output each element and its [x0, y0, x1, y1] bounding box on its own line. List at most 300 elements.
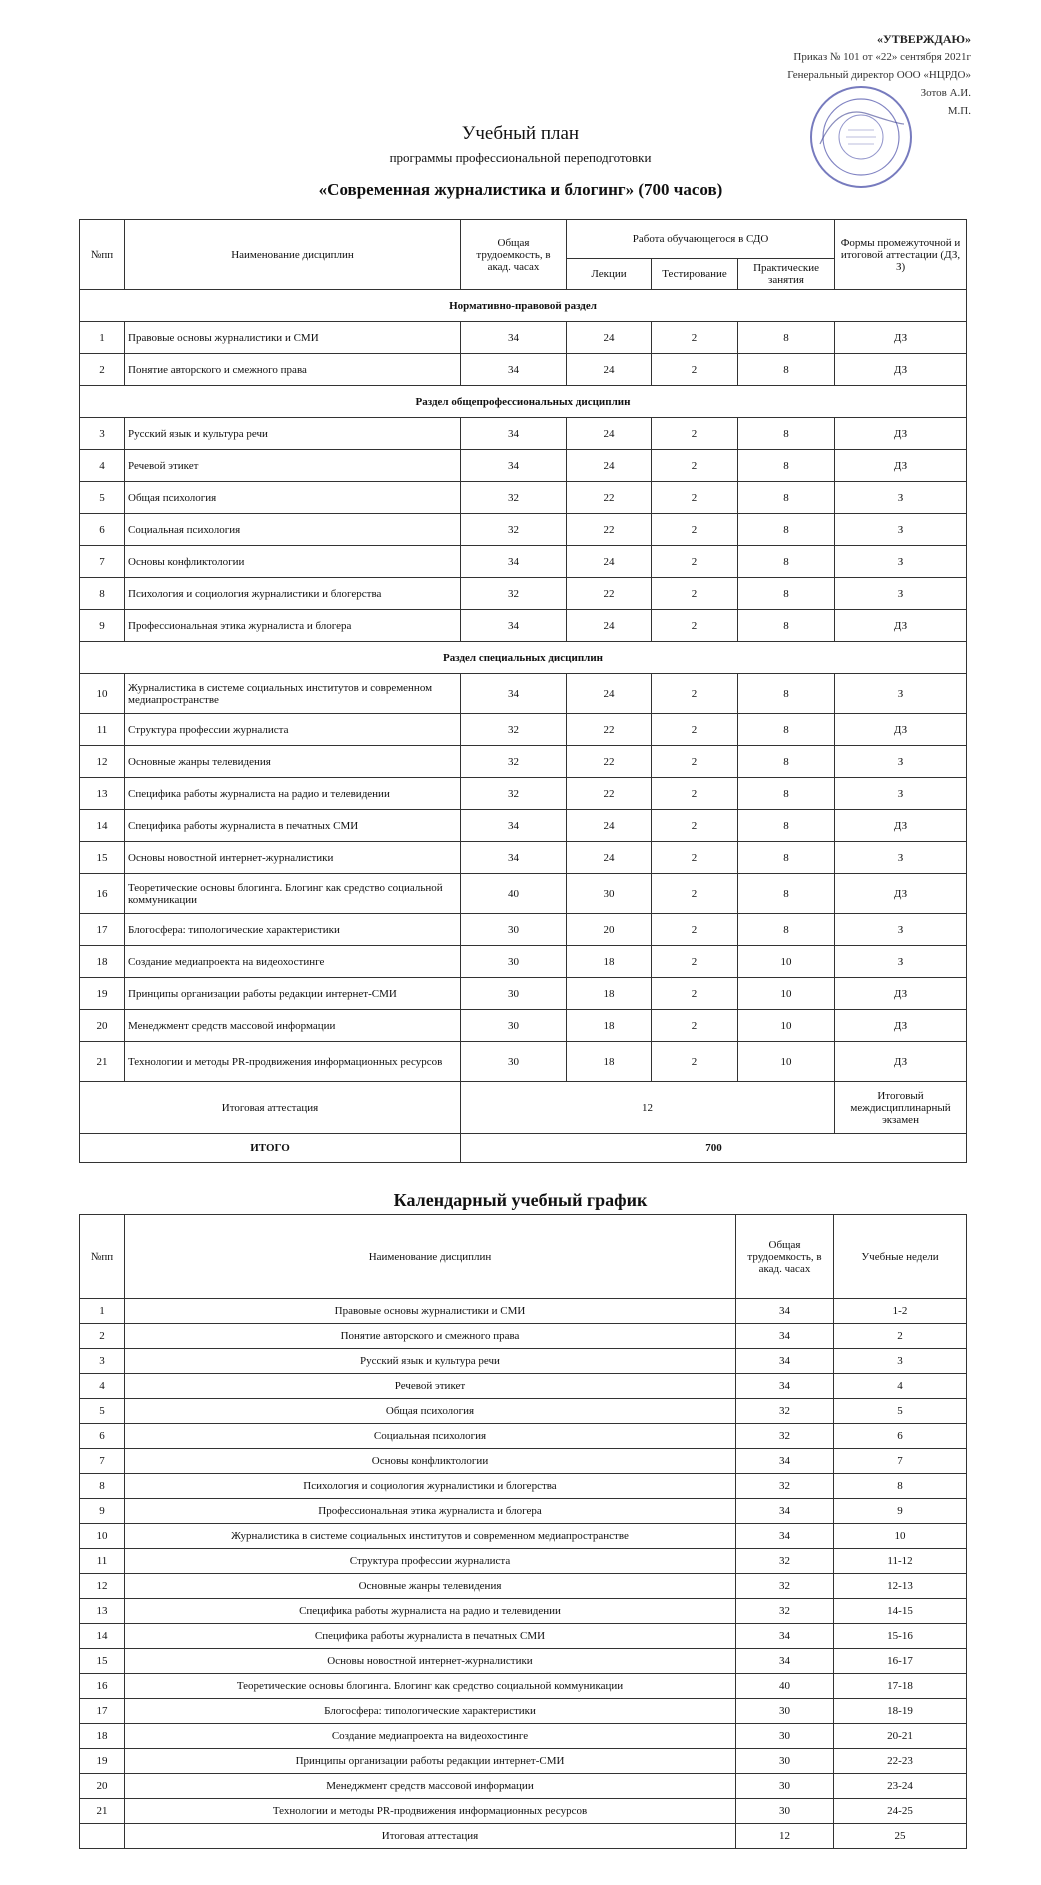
section-title: Нормативно-правовой раздел — [80, 290, 967, 322]
schedule-title: Календарный учебный график — [393, 1190, 648, 1210]
practice-cell: 8 — [738, 482, 835, 514]
schedule-row — [80, 1349, 967, 1374]
practice-cell: 10 — [738, 978, 835, 1010]
program-title: «Современная журналистика и блогинг» (700 часов) — [318, 180, 723, 199]
weeks-cell: 9 — [834, 1499, 967, 1524]
total-hours-cell: 32 — [736, 1599, 834, 1624]
discipline-name: Общая психология — [125, 482, 461, 514]
discipline-name: Профессиональная этика журналиста и блогера — [125, 1499, 736, 1524]
row-number: 3 — [80, 1349, 125, 1374]
weeks-cell: 4 — [834, 1374, 967, 1399]
discipline-name: Речевой этикет — [125, 1374, 736, 1399]
row-number: 20 — [80, 1774, 125, 1799]
attestation-form-cell: З — [835, 482, 967, 514]
lectures-cell: 24 — [567, 418, 652, 450]
row-number: 7 — [80, 1449, 125, 1474]
lectures-cell: 24 — [567, 322, 652, 354]
discipline-name: Специфика работы журналиста на радио и телевидении — [125, 778, 461, 810]
practice-cell: 8 — [738, 514, 835, 546]
discipline-name: Профессиональная этика журналиста и блогера — [125, 610, 461, 642]
total-hours-cell: 34 — [736, 1624, 834, 1649]
practice-cell: 8 — [738, 778, 835, 810]
table-row — [80, 354, 967, 386]
total-hours-cell: 30 — [461, 1042, 567, 1082]
attestation-form-cell: ДЗ — [835, 810, 967, 842]
row-number: 20 — [80, 1010, 125, 1042]
row-number: 13 — [80, 1599, 125, 1624]
weeks-cell: 11-12 — [834, 1549, 967, 1574]
schedule-row — [80, 1574, 967, 1599]
row-number: 15 — [80, 842, 125, 874]
schedule-header-num: №пп — [80, 1215, 125, 1299]
row-number: 8 — [80, 578, 125, 610]
row-number: 18 — [80, 946, 125, 978]
discipline-name: Основы конфликтологии — [125, 546, 461, 578]
table-row — [80, 778, 967, 810]
total-hours-cell: 32 — [736, 1424, 834, 1449]
discipline-name: Речевой этикет — [125, 450, 461, 482]
weeks-cell: 14-15 — [834, 1599, 967, 1624]
document-title: Учебный план — [461, 123, 580, 144]
table-row — [80, 946, 967, 978]
row-number: 10 — [80, 674, 125, 714]
practice-cell: 8 — [738, 578, 835, 610]
attestation-form-cell: З — [835, 778, 967, 810]
attestation-form-cell: ДЗ — [835, 450, 967, 482]
attestation-form-cell: З — [835, 578, 967, 610]
table-row — [80, 1010, 967, 1042]
testing-cell: 2 — [652, 1010, 738, 1042]
row-number: 6 — [80, 1424, 125, 1449]
schedule-row — [80, 1774, 967, 1799]
row-number: 5 — [80, 1399, 125, 1424]
row-number: 11 — [80, 714, 125, 746]
table-row — [80, 322, 967, 354]
table-row — [80, 874, 967, 914]
row-number: 4 — [80, 1374, 125, 1399]
practice-cell: 10 — [738, 1010, 835, 1042]
total-hours-cell: 30 — [736, 1749, 834, 1774]
schedule-row — [80, 1449, 967, 1474]
discipline-name: Основные жанры телевидения — [125, 746, 461, 778]
testing-cell: 2 — [652, 810, 738, 842]
lectures-cell: 18 — [567, 946, 652, 978]
lectures-cell: 20 — [567, 914, 652, 946]
schedule-row — [80, 1399, 967, 1424]
practice-cell: 8 — [738, 418, 835, 450]
lectures-cell: 24 — [567, 546, 652, 578]
total-hours-cell: 30 — [736, 1724, 834, 1749]
testing-cell: 2 — [652, 578, 738, 610]
discipline-name: Русский язык и культура речи — [125, 418, 461, 450]
attestation-form-cell: ДЗ — [835, 714, 967, 746]
attestation-form-cell: З — [835, 674, 967, 714]
row-number: 9 — [80, 1499, 125, 1524]
schedule-row — [80, 1674, 967, 1699]
row-number: 15 — [80, 1649, 125, 1674]
attestation-form-cell: ДЗ — [835, 978, 967, 1010]
row-number: 14 — [80, 1624, 125, 1649]
practice-cell: 8 — [738, 714, 835, 746]
total-hours-cell: 30 — [736, 1774, 834, 1799]
weeks-cell: 10 — [834, 1524, 967, 1549]
schedule-row — [80, 1474, 967, 1499]
total-hours-cell: 34 — [736, 1524, 834, 1549]
testing-cell: 2 — [652, 450, 738, 482]
section-title: Раздел специальных дисциплин — [80, 642, 967, 674]
total-hours-cell: 30 — [461, 914, 567, 946]
total-label: ИТОГО — [80, 1134, 461, 1163]
weeks-cell: 3 — [834, 1349, 967, 1374]
table-row — [80, 978, 967, 1010]
row-number: 16 — [80, 874, 125, 914]
discipline-name: Правовые основы журналистики и СМИ — [125, 1299, 736, 1324]
row-number: 12 — [80, 1574, 125, 1599]
attestation-form-cell: ДЗ — [835, 610, 967, 642]
plan-header-num: №пп — [80, 220, 125, 290]
total-hours-cell: 34 — [461, 842, 567, 874]
total-hours-cell: 32 — [736, 1574, 834, 1599]
total-hours-cell: 34 — [461, 450, 567, 482]
practice-cell: 8 — [738, 874, 835, 914]
schedule-row — [80, 1374, 967, 1399]
total-hours-cell: 32 — [736, 1474, 834, 1499]
weeks-cell: 24-25 — [834, 1799, 967, 1824]
approval-signer: Зотов А.И. — [920, 87, 971, 99]
total-hours-cell: 40 — [736, 1674, 834, 1699]
total-hours-cell: 34 — [461, 810, 567, 842]
discipline-name: Журналистика в системе социальных институтов и современном медиапространстве — [125, 674, 461, 714]
testing-cell: 2 — [652, 946, 738, 978]
practice-cell: 8 — [738, 842, 835, 874]
discipline-name: Блогосфера: типологические характеристики — [125, 914, 461, 946]
section-title: Раздел общепрофессиональных дисциплин — [80, 386, 967, 418]
discipline-name: Принципы организации работы редакции интернет-СМИ — [125, 1749, 736, 1774]
total-hours-cell: 12 — [736, 1824, 834, 1849]
row-number: 8 — [80, 1474, 125, 1499]
lectures-cell: 24 — [567, 810, 652, 842]
testing-cell: 2 — [652, 674, 738, 714]
schedule-row — [80, 1724, 967, 1749]
final-attestation-label: Итоговая аттестация — [80, 1082, 461, 1134]
discipline-name: Психология и социология журналистики и блогерства — [125, 578, 461, 610]
schedule-row — [80, 1824, 967, 1849]
total-hours-cell: 32 — [461, 482, 567, 514]
weeks-cell: 20-21 — [834, 1724, 967, 1749]
total-hours-cell: 34 — [461, 610, 567, 642]
practice-cell: 8 — [738, 354, 835, 386]
lectures-cell: 18 — [567, 978, 652, 1010]
discipline-name: Психология и социология журналистики и блогерства — [125, 1474, 736, 1499]
discipline-name: Создание медиапроекта на видеохостинге — [125, 946, 461, 978]
discipline-name: Понятие авторского и смежного права — [125, 354, 461, 386]
total-hours-cell: 34 — [736, 1649, 834, 1674]
attestation-form-cell: ДЗ — [835, 418, 967, 450]
schedule-row — [80, 1324, 967, 1349]
final-attestation-hours: 12 — [461, 1082, 835, 1134]
row-number: 14 — [80, 810, 125, 842]
weeks-cell: 16-17 — [834, 1649, 967, 1674]
curriculum-table — [79, 219, 967, 1163]
schedule-row — [80, 1599, 967, 1624]
practice-cell: 8 — [738, 810, 835, 842]
weeks-cell: 2 — [834, 1324, 967, 1349]
row-number: 2 — [80, 354, 125, 386]
discipline-name: Общая психология — [125, 1399, 736, 1424]
approval-position: Генеральный директор ООО «НЦРДО» — [787, 69, 971, 81]
attestation-form-cell: З — [835, 514, 967, 546]
practice-cell: 8 — [738, 914, 835, 946]
lectures-cell: 22 — [567, 714, 652, 746]
total-hours-cell: 34 — [736, 1374, 834, 1399]
row-number — [80, 1824, 125, 1849]
discipline-name: Специфика работы журналиста в печатных СМИ — [125, 1624, 736, 1649]
weeks-cell: 7 — [834, 1449, 967, 1474]
testing-cell: 2 — [652, 546, 738, 578]
table-row — [80, 514, 967, 546]
schedule-row — [80, 1624, 967, 1649]
lectures-cell: 18 — [567, 1042, 652, 1082]
table-row — [80, 842, 967, 874]
attestation-form-cell: З — [835, 546, 967, 578]
plan-header-total: Общая трудоемкость, в акад. часах — [461, 220, 567, 290]
attestation-form-cell: ДЗ — [835, 322, 967, 354]
lectures-cell: 22 — [567, 482, 652, 514]
discipline-name: Журналистика в системе социальных институтов и современном медиапространстве — [125, 1524, 736, 1549]
total-hours-cell: 30 — [736, 1799, 834, 1824]
row-number: 16 — [80, 1674, 125, 1699]
plan-header-forms: Формы промежуточной и итоговой аттестации (ДЗ, З) — [835, 220, 967, 290]
lectures-cell: 22 — [567, 514, 652, 546]
discipline-name: Социальная психология — [125, 514, 461, 546]
total-hours-cell: 34 — [461, 322, 567, 354]
row-number: 5 — [80, 482, 125, 514]
weeks-cell: 17-18 — [834, 1674, 967, 1699]
discipline-name: Технологии и методы PR-продвижения информационных ресурсов — [125, 1042, 461, 1082]
discipline-name: Социальная психология — [125, 1424, 736, 1449]
row-number: 1 — [80, 322, 125, 354]
discipline-name: Основы новостной интернет-журналистики — [125, 1649, 736, 1674]
discipline-name: Теоретические основы блогинга. Блогинг как средство социальной коммуникации — [125, 1674, 736, 1699]
testing-cell: 2 — [652, 1042, 738, 1082]
attestation-form-cell: З — [835, 842, 967, 874]
practice-cell: 8 — [738, 674, 835, 714]
total-hours-cell: 32 — [461, 746, 567, 778]
plan-header-practice: Практические занятия — [738, 259, 835, 290]
row-number: 4 — [80, 450, 125, 482]
row-number: 10 — [80, 1524, 125, 1549]
attestation-form-cell: З — [835, 746, 967, 778]
schedule-row — [80, 1749, 967, 1774]
lectures-cell: 22 — [567, 746, 652, 778]
discipline-name: Основные жанры телевидения — [125, 1574, 736, 1599]
total-hours-cell: 30 — [461, 946, 567, 978]
testing-cell: 2 — [652, 482, 738, 514]
table-row — [80, 746, 967, 778]
row-number: 9 — [80, 610, 125, 642]
lectures-cell: 24 — [567, 450, 652, 482]
weeks-cell: 22-23 — [834, 1749, 967, 1774]
total-hours-cell: 34 — [736, 1324, 834, 1349]
testing-cell: 2 — [652, 914, 738, 946]
total-hours: 700 — [461, 1134, 967, 1163]
testing-cell: 2 — [652, 322, 738, 354]
total-hours-cell: 34 — [461, 354, 567, 386]
schedule-row — [80, 1549, 967, 1574]
testing-cell: 2 — [652, 418, 738, 450]
section-row — [80, 290, 967, 322]
testing-cell: 2 — [652, 978, 738, 1010]
discipline-name: Менеджмент средств массовой информации — [125, 1774, 736, 1799]
discipline-name: Блогосфера: типологические характеристики — [125, 1699, 736, 1724]
weeks-cell: 1-2 — [834, 1299, 967, 1324]
discipline-name: Специфика работы журналиста в печатных СМИ — [125, 810, 461, 842]
approval-order: Приказ № 101 от «22» сентября 2021г — [793, 51, 971, 63]
row-number: 1 — [80, 1299, 125, 1324]
attestation-form-cell: ДЗ — [835, 1010, 967, 1042]
total-hours-cell: 32 — [461, 578, 567, 610]
total-hours-cell: 32 — [736, 1399, 834, 1424]
table-row — [80, 482, 967, 514]
total-hours-cell: 34 — [736, 1499, 834, 1524]
lectures-cell: 22 — [567, 578, 652, 610]
total-hours-cell: 32 — [461, 514, 567, 546]
discipline-name: Структура профессии журналиста — [125, 714, 461, 746]
plan-header-lectures: Лекции — [567, 259, 652, 290]
lectures-cell: 30 — [567, 874, 652, 914]
row-number: 18 — [80, 1724, 125, 1749]
weeks-cell: 23-24 — [834, 1774, 967, 1799]
discipline-name: Основы новостной интернет-журналистики — [125, 842, 461, 874]
total-hours-cell: 34 — [461, 418, 567, 450]
table-row — [80, 546, 967, 578]
practice-cell: 10 — [738, 946, 835, 978]
weeks-cell: 6 — [834, 1424, 967, 1449]
table-row — [80, 578, 967, 610]
plan-header-name: Наименование дисциплин — [125, 220, 461, 290]
row-number: 17 — [80, 914, 125, 946]
lectures-cell: 22 — [567, 778, 652, 810]
row-number: 21 — [80, 1042, 125, 1082]
weeks-cell: 12-13 — [834, 1574, 967, 1599]
total-hours-cell: 30 — [461, 978, 567, 1010]
table-row — [80, 418, 967, 450]
plan-header-testing: Тестирование — [652, 259, 738, 290]
discipline-name: Менеджмент средств массовой информации — [125, 1010, 461, 1042]
total-hours-cell: 34 — [736, 1349, 834, 1374]
discipline-name: Специфика работы журналиста на радио и телевидении — [125, 1599, 736, 1624]
row-number: 11 — [80, 1549, 125, 1574]
schedule-row — [80, 1699, 967, 1724]
section-row — [80, 386, 967, 418]
section-row — [80, 642, 967, 674]
schedule-table — [79, 1214, 967, 1849]
row-number: 7 — [80, 546, 125, 578]
attestation-form-cell: З — [835, 946, 967, 978]
document-subtitle: программы профессиональной переподготовки — [389, 150, 652, 165]
approval-seal-mark: М.П. — [947, 105, 971, 117]
weeks-cell: 5 — [834, 1399, 967, 1424]
table-row — [80, 450, 967, 482]
table-row — [80, 714, 967, 746]
total-hours-cell: 32 — [461, 714, 567, 746]
table-row — [80, 914, 967, 946]
table-row — [80, 1042, 967, 1082]
practice-cell: 10 — [738, 1042, 835, 1082]
row-number: 3 — [80, 418, 125, 450]
final-attestation-form: Итоговый междисциплинарный экзамен — [835, 1082, 967, 1134]
schedule-row — [80, 1649, 967, 1674]
discipline-name: Русский язык и культура речи — [125, 1349, 736, 1374]
discipline-name: Итоговая аттестация — [125, 1824, 736, 1849]
total-hours-cell: 30 — [736, 1699, 834, 1724]
testing-cell: 2 — [652, 714, 738, 746]
discipline-name: Технологии и методы PR-продвижения информационных ресурсов — [125, 1799, 736, 1824]
practice-cell: 8 — [738, 450, 835, 482]
row-number: 19 — [80, 978, 125, 1010]
row-number: 13 — [80, 778, 125, 810]
practice-cell: 8 — [738, 610, 835, 642]
weeks-cell: 8 — [834, 1474, 967, 1499]
discipline-name: Понятие авторского и смежного права — [125, 1324, 736, 1349]
schedule-header-name: Наименование дисциплин — [125, 1215, 736, 1299]
practice-cell: 8 — [738, 546, 835, 578]
schedule-row — [80, 1524, 967, 1549]
testing-cell: 2 — [652, 514, 738, 546]
lectures-cell: 24 — [567, 674, 652, 714]
weeks-cell: 25 — [834, 1824, 967, 1849]
testing-cell: 2 — [652, 778, 738, 810]
testing-cell: 2 — [652, 874, 738, 914]
discipline-name: Создание медиапроекта на видеохостинге — [125, 1724, 736, 1749]
attestation-form-cell: ДЗ — [835, 874, 967, 914]
schedule-header-total: Общая трудоемкость, в акад. часах — [736, 1215, 834, 1299]
lectures-cell: 18 — [567, 1010, 652, 1042]
schedule-row — [80, 1499, 967, 1524]
row-number: 21 — [80, 1799, 125, 1824]
schedule-row — [80, 1299, 967, 1324]
attestation-form-cell: ДЗ — [835, 354, 967, 386]
row-number: 2 — [80, 1324, 125, 1349]
discipline-name: Принципы организации работы редакции интернет-СМИ — [125, 978, 461, 1010]
testing-cell: 2 — [652, 746, 738, 778]
approval-head: «УТВЕРЖДАЮ» — [876, 32, 971, 46]
discipline-name: Структура профессии журналиста — [125, 1549, 736, 1574]
weeks-cell: 15-16 — [834, 1624, 967, 1649]
attestation-form-cell: ДЗ — [835, 1042, 967, 1082]
total-hours-cell: 32 — [736, 1549, 834, 1574]
testing-cell: 2 — [652, 354, 738, 386]
row-number: 17 — [80, 1699, 125, 1724]
schedule-header-weeks: Учебные недели — [834, 1215, 967, 1299]
table-row — [80, 610, 967, 642]
row-number: 19 — [80, 1749, 125, 1774]
total-hours-cell: 34 — [736, 1299, 834, 1324]
row-number: 12 — [80, 746, 125, 778]
lectures-cell: 24 — [567, 610, 652, 642]
attestation-form-cell: З — [835, 914, 967, 946]
testing-cell: 2 — [652, 842, 738, 874]
schedule-row — [80, 1424, 967, 1449]
lectures-cell: 24 — [567, 354, 652, 386]
row-number: 6 — [80, 514, 125, 546]
plan-header-work: Работа обучающегося в СДО — [567, 220, 835, 259]
table-row — [80, 674, 967, 714]
total-hours-cell: 30 — [461, 1010, 567, 1042]
total-hours-cell: 34 — [461, 674, 567, 714]
total-hours-cell: 34 — [461, 546, 567, 578]
practice-cell: 8 — [738, 746, 835, 778]
